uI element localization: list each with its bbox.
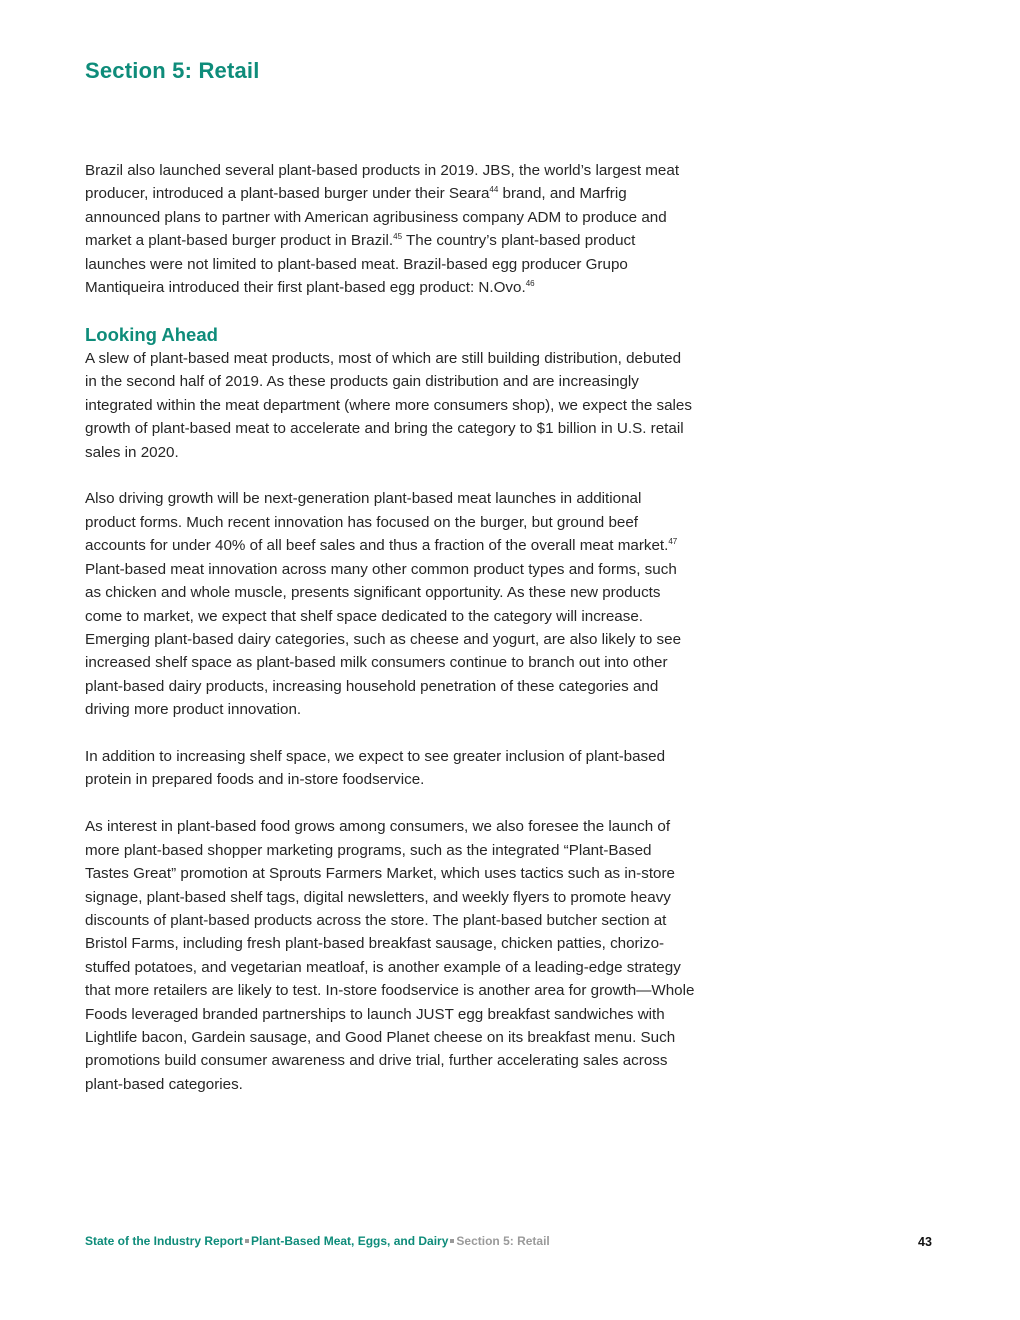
footer-report-subject: Plant-Based Meat, Eggs, and Dairy bbox=[251, 1234, 449, 1248]
footer-separator bbox=[450, 1239, 454, 1243]
footer-separator bbox=[245, 1239, 249, 1243]
paragraph-distribution: A slew of plant-based meat products, most of which are still building distribution, debuted in the second half of 2019. As these products gain distribution and are increasingly integrated within the meat department (where more consumers shop), we expect the sales growth of plant-based meat to accelerate and bring the category to $1 billion in U.S. retail sales in 2020. bbox=[85, 349, 692, 461]
footer-breadcrumb bbox=[85, 1234, 550, 1248]
looking-ahead-heading: Looking Ahead bbox=[85, 323, 218, 345]
footnote-ref-47: 47 bbox=[668, 537, 678, 547]
footer-section-name: Section 5: Retail bbox=[456, 1234, 550, 1248]
footnote-ref-46: 46 bbox=[525, 278, 535, 288]
paragraph-text: The country’s plant-based product launches were not limited to plant-based meat. Brazil-based egg producer Grupo Mantiqueira introduced their first plant-based egg product: N.Ovo. bbox=[85, 232, 636, 297]
section-title: Section 5: Retail bbox=[85, 58, 260, 83]
paragraph-text: Plant-based meat innovation across many other common product types and forms, such as chicken and whole muscle, presents significant opportunity. As these new products come to market, we expect that shelf space dedicated to the category will increase. Emerging plant-based dairy categories, such as cheese and yogurt, are also likely to see increased shelf space as plant-based milk consumers continue to branch out into other plant-based dairy products, increasing household penetration of these categories and driving more product innovation. bbox=[85, 560, 682, 719]
footnote-ref-45: 45 bbox=[393, 232, 403, 242]
footnote-ref-44: 44 bbox=[489, 185, 499, 195]
footer-report-title: State of the Industry Report bbox=[85, 1234, 244, 1248]
paragraph-prepared-foods: In addition to increasing shelf space, we expect to see greater inclusion of plant-based protein in prepared foods and in-store foodservice. bbox=[85, 748, 666, 789]
paragraph-text: Also driving growth will be next-generation plant-based meat launches in additional product forms. Much recent innovation has focused on the burger, but ground beef accounts for under 40% of all beef sales and thus a fraction of the overall meat market. bbox=[85, 490, 669, 555]
paragraph-shopper-marketing: As interest in plant-based food grows among consumers, we also foresee the launch of more plant-based shopper marketing programs, such as the integrated “Plant-Based Tastes Great” promotion at Sprouts Farmers Market, which uses tactics such as in-store signage, plant-based shelf tags, digital newsletters, and weekly flyers to promote heavy discounts of plant-based products across the store. The plant-based butcher section at Bristol Farms, including fresh plant-based breakfast sausage, chicken patties, chorizo-stuffed potatoes, and vegetarian meatloaf, is another example of a leading-edge strategy that more retailers are likely to test. In-store foodservice is another area for growth—Whole Foods leveraged branded partnerships to launch JUST egg breakfast sandwiches with Lightlife bacon, Gardein sausage, and Good Planet cheese on its breakfast menu. Such promotions build consumer awareness and drive trial, further accelerating sales across plant-based categories. bbox=[85, 818, 695, 1093]
body-column bbox=[85, 159, 695, 1120]
paragraph-product-forms bbox=[85, 487, 695, 721]
paragraph-text: brand, and Marfrig announced plans to partner with American agribusiness company ADM to produce and market a plant-based burger product in Brazil. bbox=[85, 185, 667, 250]
paragraph-text: Brazil also launched several plant-based products in 2019. JBS, the world’s largest meat producer, introduced a plant-based burger under their Seara bbox=[85, 162, 680, 203]
paragraph-brazil-launches bbox=[85, 159, 695, 299]
page-number: 43 bbox=[918, 1235, 932, 1249]
